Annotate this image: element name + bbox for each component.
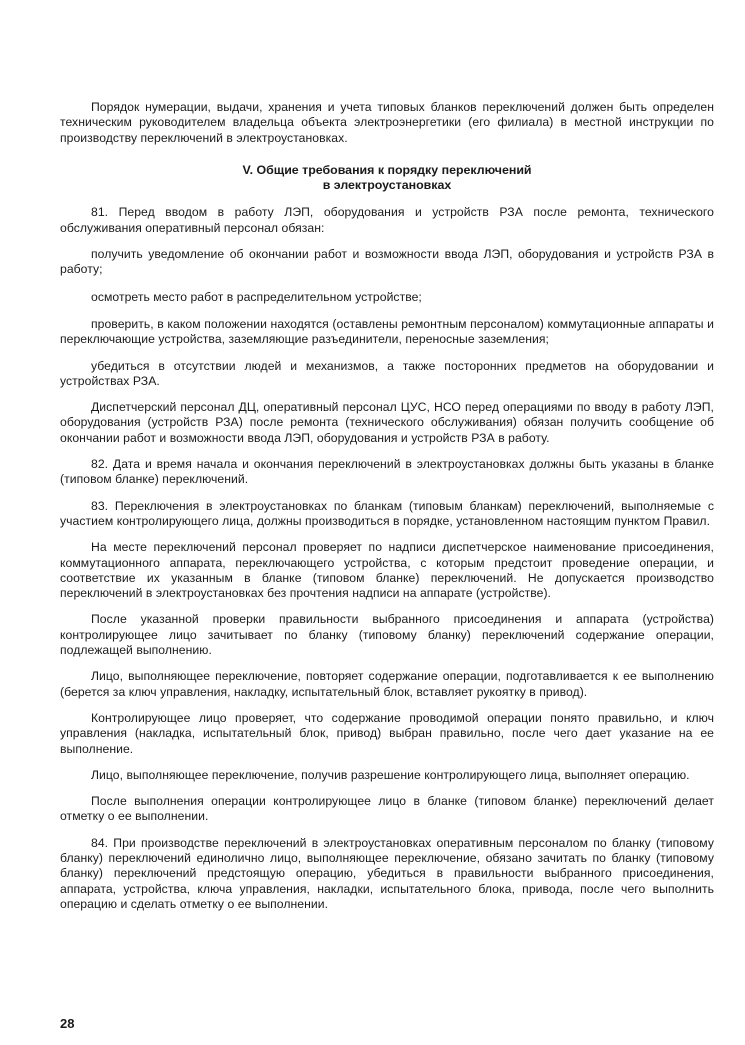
paragraph-81-item-inspect: осмотреть место работ в распределительном устройстве;	[91, 289, 422, 304]
paragraph-83-mark-done: После выполнения операции контролирующее лицо в бланке (типовом бланке) переключений делает отметку о ее выполнении.	[60, 794, 714, 824]
paragraph-83-read-operation: После указанной проверки правильности выбранного присоединения и аппарата (устройства) контролирующее лицо зачитывает по бланку (типовому бланку) переключений содержание операции, подлежащей выполнению.	[60, 612, 714, 658]
paragraph-dispatcher-personnel: Диспетчерский персонал ДЦ, оперативный персонал ЦУС, НСО перед операциями по вводу в работу ЛЭП, оборудования (устройств РЗА) после ремонта (технического обслуживания) обязан получить сообщение об окончании работ и возможности ввода ЛЭП, оборудования и устройств РЗА в работу.	[60, 400, 714, 445]
paragraph-83: 83. Переключения в электроустановках по бланкам (типовым бланкам) переключений, выполняемые с участием контролирующего лица, должны производиться в порядке, установленном настоящим пунктом Правил.	[60, 498, 714, 528]
paragraph-82: 82. Дата и время начала и окончания переключений в электроустановках должны быть указаны в бланке (типовом бланке) переключений.	[60, 457, 714, 487]
paragraph-81: 81. Перед вводом в работу ЛЭП, оборудования и устройств РЗА после ремонта, технического обслуживания оперативный персонал обязан:	[60, 205, 714, 235]
document-body	[60, 100, 714, 912]
paragraph-81-item-check-position: проверить, в каком положении находятся (оставлены ремонтным персоналом) коммутационные аппараты и переключающие устройства, заземляющие разъединители, переносные заземления;	[60, 316, 714, 347]
section-heading-line1: V. Общие требования к порядку переключений	[242, 162, 532, 177]
page-number: 28	[60, 1016, 75, 1031]
paragraph-83-perform-operation: Лицо, выполняющее переключение, получив разрешение контролирующего лица, выполняет операцию.	[91, 767, 690, 782]
paragraph-81-item-notification: получить уведомление об окончании работ и возможности ввода ЛЭП, оборудования и устройств РЗА в работу;	[60, 247, 714, 277]
paragraph-83-check-label: На месте переключений персонал проверяет по надписи диспетчерское наименование присоединения, коммутационного аппарата, переключающего устройства, с которым предстоит проведение операции, и соответствие их указанным в бланке (типовом бланке) переключений. Не допускается производство переключений в электроустановках без прочтения надписи на аппарате (устройстве).	[60, 540, 714, 601]
paragraph-83-verify-operation: Контролирующее лицо проверяет, что содержание проводимой операции понято правильно, и ключ управления (накладка, испытательный блок, привод) выбран правильно, после чего дает указание на ее выполнение.	[60, 710, 714, 756]
paragraph-numbering-order: Порядок нумерации, выдачи, хранения и учета типовых бланков переключений должен быть определен техническим руководителем владельца объекта электроэнергетики (его филиала) в местной инструкции по производству переключений в электроустановках.	[60, 100, 714, 145]
paragraph-84: 84. При производстве переключений в электроустановках оперативным персоналом по бланку (типовому бланку) переключений единолично лицо, выполняющее переключение, обязано зачитать по бланку (типовому бланку) переключений предстоящую операцию, убедиться в правильности выбранного присоединения, аппарата, устройства, ключа управления, накладки, испытательного блока, привода, после чего выполнить операцию и сделать отметку о ее выполнении.	[60, 835, 714, 911]
paragraph-81-item-no-people: убедиться в отсутствии людей и механизмов, а также посторонних предметов на оборудовании и устройствах РЗА.	[60, 358, 714, 388]
paragraph-83-repeat-operation: Лицо, выполняющее переключение, повторяет содержание операции, подготавливается к ее выполнению (берется за ключ управления, накладку, испытательный блок, вставляет рукоятку в привод).	[60, 669, 714, 699]
section-heading-line2: в электроустановках	[322, 178, 452, 193]
section-heading	[60, 163, 714, 194]
